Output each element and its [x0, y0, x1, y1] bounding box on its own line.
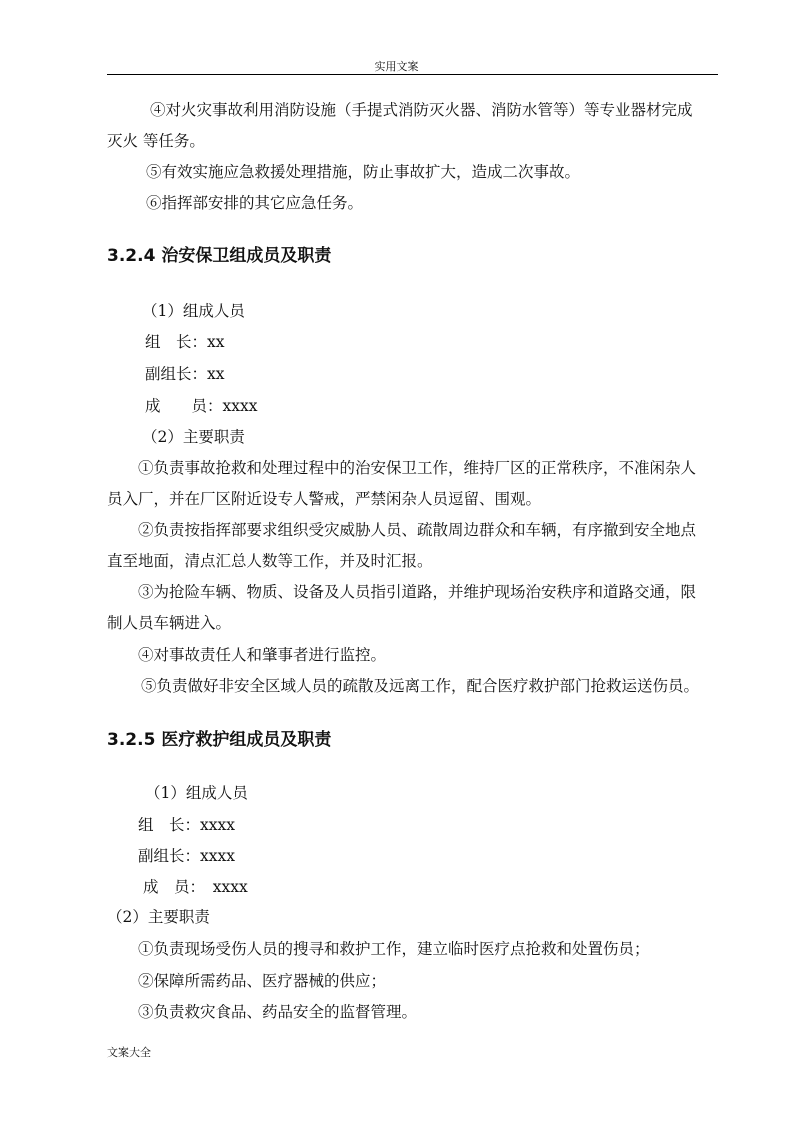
paragraph: 副组长：xxxx [138, 847, 235, 865]
paragraph: ①负责现场受伤人员的搜寻和救护工作，建立临时医疗点抢救和处置伤员； [138, 940, 650, 958]
paragraph: ③为抢险车辆、物质、设备及人员指引道路，并维护现场治安秩序和道路交通，限 [138, 583, 697, 601]
paragraph: 组 长：xxxx [138, 816, 235, 834]
paragraph: ④对事故责任人和肇事者进行监控。 [138, 646, 387, 664]
page-header: 实用文案 [374, 60, 419, 73]
section-heading: 3.2.4 治安保卫组成员及职责 [107, 246, 332, 266]
page-footer: 文案大全 [107, 1046, 151, 1059]
paragraph: ⑤有效实施应急救援处理措施，防止事故扩大，造成二次事故。 [146, 163, 581, 181]
section-heading: 3.2.5 医疗救护组成员及职责 [107, 730, 332, 750]
paragraph: 成 员： xxxx [143, 878, 248, 896]
paragraph: 灭火 等任务。 [107, 132, 205, 150]
paragraph: 制人员车辆进入。 [107, 614, 232, 632]
paragraph: ④对火灾事故利用消防设施（手提式消防灭火器、消防水管等）等专业器材完成 [150, 101, 693, 119]
header-rule [107, 74, 718, 75]
paragraph: （2）主要职责 [142, 428, 245, 446]
paragraph: ②保障所需药品、医疗器械的供应； [138, 972, 387, 990]
paragraph: （2）主要职责 [107, 908, 210, 926]
paragraph: （1）组成人员 [142, 302, 245, 320]
paragraph: ⑥指挥部安排的其它应急任务。 [146, 194, 364, 212]
paragraph: 成 员：xxxx [145, 397, 258, 415]
paragraph: 副组长：xx [145, 365, 225, 383]
paragraph: （1）组成人员 [145, 784, 248, 802]
paragraph: 组 长：xx [145, 333, 225, 351]
paragraph: ②负责按指挥部要求组织受灾威胁人员、疏散周边群众和车辆，有序撤到安全地点 [138, 521, 697, 539]
paragraph: ⑤负责做好非安全区域人员的疏散及远离工作，配合医疗救护部门抢救运送伤员。 [141, 677, 700, 695]
paragraph: 直至地面，清点汇总人数等工作，并及时汇报。 [107, 552, 433, 570]
paragraph: ③负责救灾食品、药品安全的监督管理。 [138, 1003, 418, 1021]
paragraph: 员入厂，并在厂区附近设专人警戒，严禁闲杂人员逗留、围观。 [107, 490, 542, 508]
paragraph: ①负责事故抢救和处理过程中的治安保卫工作，维持厂区的正常秩序，不准闲杂人 [138, 459, 697, 477]
